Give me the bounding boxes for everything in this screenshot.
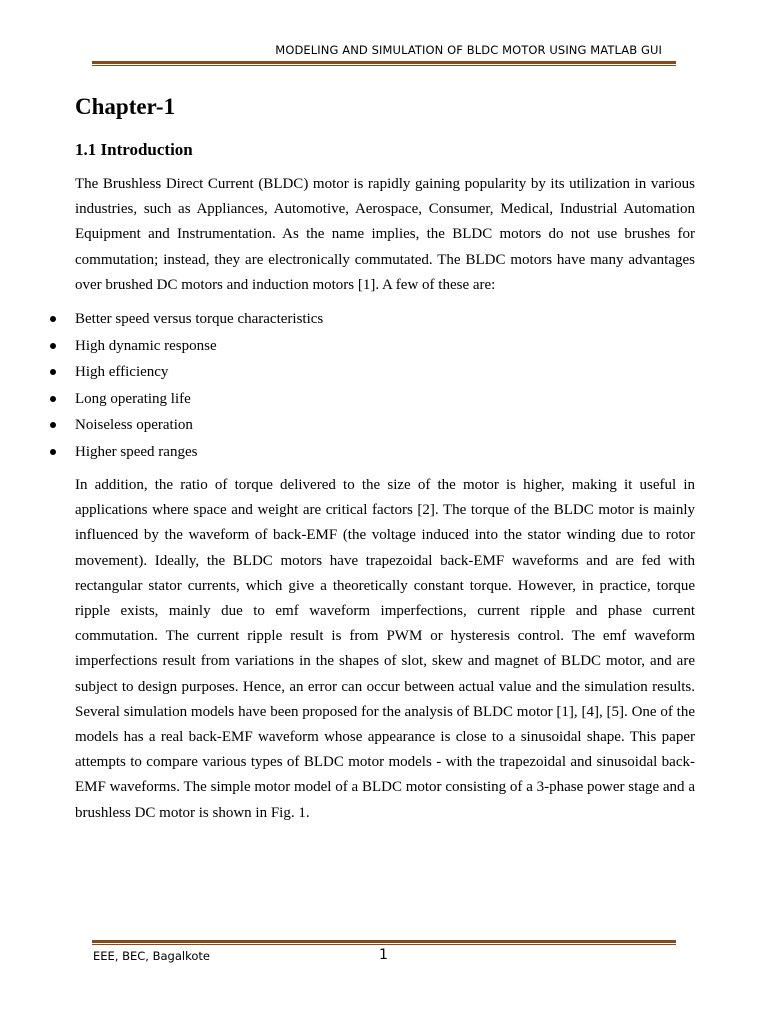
list-item-text: Noiseless operation <box>75 417 193 434</box>
page-number: 1 <box>379 947 388 963</box>
intro-paragraph: The Brushless Direct Current (BLDC) motor is rapidly gaining popularity by its utilization in various industries, such as Appliances, Automotive, Aerospace, Consumer, Medical, Industrial Automation Equipment and Instrumentation. As the name implies, the BLDC motors do not use brushes for commutation; instead, they are electronically commutated. The BLDC motors have many advantages over brushed DC motors and induction motors [1]. A few of these are: <box>75 176 695 293</box>
list-item <box>0 412 768 439</box>
bullet-icon <box>50 316 56 322</box>
bullet-icon <box>50 343 56 349</box>
bullet-icon <box>50 422 56 428</box>
list-item-text: Higher speed ranges <box>75 443 198 460</box>
list-item-text: High efficiency <box>75 364 169 381</box>
list-item <box>0 306 768 333</box>
bullet-icon <box>50 369 56 375</box>
list-item <box>0 439 768 466</box>
page-footer <box>92 940 676 970</box>
chapter-title: Chapter-1 <box>75 94 176 119</box>
list-item <box>0 359 768 386</box>
list-item <box>0 333 768 360</box>
list-item-text: High dynamic response <box>75 337 217 354</box>
list-item <box>0 386 768 413</box>
footer-rule <box>92 940 676 945</box>
list-item-text: Better speed versus torque characteristics <box>75 311 324 327</box>
bullet-icon <box>50 449 56 455</box>
page-header <box>92 42 676 68</box>
header-title: MODELING AND SIMULATION OF BLDC MOTOR USING MATLAB GUI <box>275 43 662 57</box>
body-paragraph: In addition, the ratio of torque delivered to the size of the motor is higher, making it useful in applications where space and weight are critical factors [2]. The torque of the BLDC motor is mainly influenced by the waveform of back-EMF (the voltage induced into the stator winding due to rotor movement). Ideally, the BLDC motors have trapezoidal back-EMF waveforms and are fed with rectangular stator currents, which give a theoretically constant torque. However, in practice, torque ripple exists, mainly due to emf waveform imperfections, current ripple and phase current commutation. The current ripple result is from PWM or hysteresis control. The emf waveform imperfections result from variations in the shapes of slot, skew and magnet of BLDC motor, and are subject to design purposes. Hence, an error can occur between actual value and the simulation results. Several simulation models have been proposed for the analysis of BLDC motor [1], [4], [5]. One of the models has a real back-EMF waveform whose appearance is close to a sinusoidal shape. This paper attempts to compare various types of BLDC motor models - with the trapezoidal and sinusoidal back-EMF waveforms. The simple motor model of a BLDC motor consisting of a 3-phase power stage and a brushless DC motor is shown in Fig. 1. <box>75 477 695 821</box>
header-rule <box>92 61 676 66</box>
section-title: 1.1 Introduction <box>75 140 193 159</box>
footer-institution: EEE, BEC, Bagalkote <box>93 949 210 963</box>
bullet-icon <box>50 396 56 402</box>
list-item-text: Long operating life <box>75 390 191 407</box>
advantages-list <box>0 306 768 466</box>
